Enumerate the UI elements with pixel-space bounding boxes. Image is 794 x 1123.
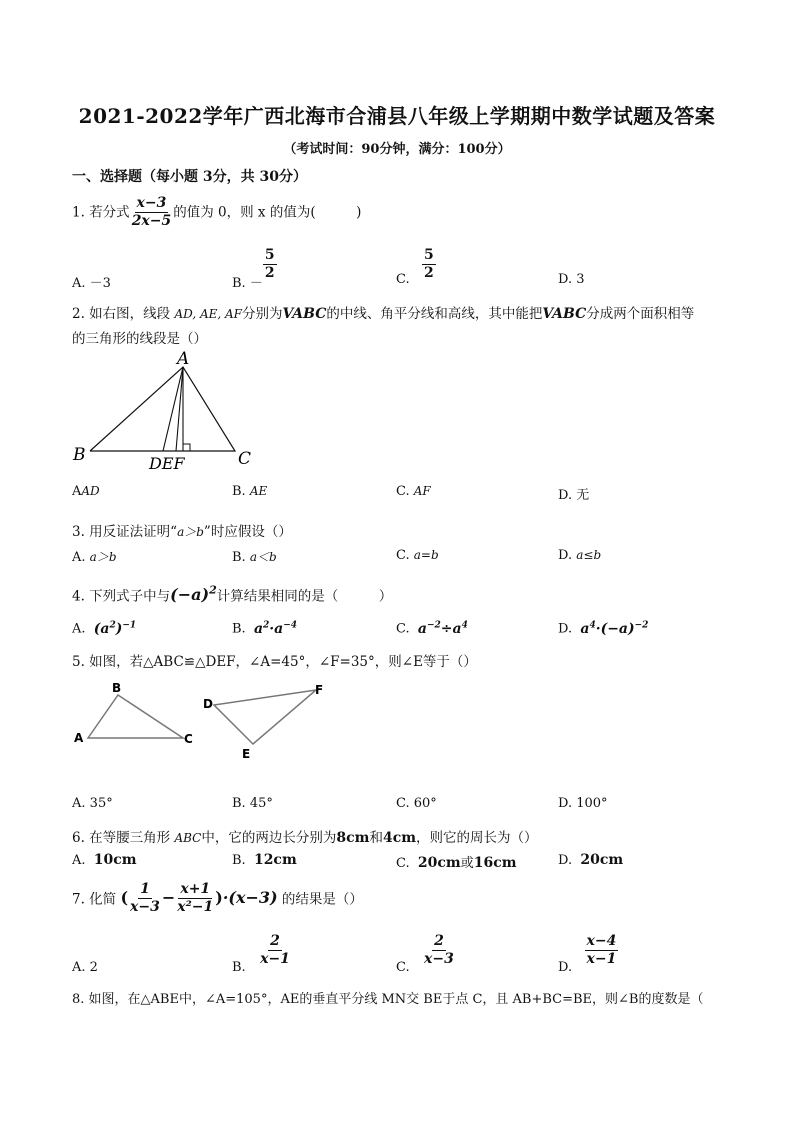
label-e: E <box>242 747 251 761</box>
label-c: C <box>184 732 193 746</box>
q5-triangles-figure <box>70 678 340 768</box>
q3-option-a: A. a＞b <box>72 550 117 565</box>
label-c: C <box>238 449 252 469</box>
q6-option-a: A. 10cm <box>72 852 137 868</box>
question-4: 4. 下列式子中与$(-a)^2$计算结果相同的是（ ） <box>72 584 393 605</box>
q7-option-b: B. $\frac{2}{x-1}$ <box>232 933 290 975</box>
section-heading: 一、选择题（每小题 3分，共 30分） <box>72 169 307 185</box>
question-8: 8. 如图，在△ABE中，∠A=105°，AE的垂直平分线 MN交 BE于点 C，且 AB+BC=BE，则∠B的度数是（ <box>72 992 704 1007</box>
q6-option-b: B. 12cm <box>232 852 297 868</box>
q7-option-c: C. $\frac{2}{x-3}$ <box>396 933 454 975</box>
q4-expression: $(-a)^2$ <box>170 584 217 605</box>
triangle-abc <box>88 695 183 738</box>
triangle-abc <box>90 367 235 451</box>
question-2-line2: 的三角形的线段是（） <box>72 331 207 347</box>
q7-option-d: D. $\frac{x-4}{x-1}$ <box>558 933 617 975</box>
q2-option-b: B. AE <box>232 484 268 499</box>
q1-option-a: A. －3 <box>72 276 111 291</box>
q2-option-c: C. AF <box>396 484 431 499</box>
q1-option-c: C. $\frac{5}{2}$ <box>396 247 434 287</box>
q2-triangle-figure <box>70 350 260 475</box>
q1-option-d: D. 3 <box>558 272 585 287</box>
q4-option-a: A. $(a^2)^{-1}$ <box>72 620 137 637</box>
label-b: B <box>73 445 86 465</box>
question-7: 7. 化简 ( $\frac{1}{x-3}$ − $\frac{x+1}{\text{x²−1}}$ )·(x−3) 的结果是（） <box>72 881 363 916</box>
exam-info: （考试时间：90分钟，满分：100分） <box>283 142 511 157</box>
question-3: 3. 用反证法证明“a＞b”时应假设（） <box>72 524 292 540</box>
triangle-def <box>214 690 316 744</box>
q3-option-c: C. a=b <box>396 548 439 563</box>
q5-option-d: D. 100° <box>558 796 608 811</box>
q5-option-c: C. 60° <box>396 796 437 811</box>
page-title: 2021-2022学年广西北海市合浦县八年级上学期期中数学试题及答案 <box>78 104 716 128</box>
label-def: DEF <box>149 454 185 473</box>
right-angle-mark <box>183 444 190 451</box>
question-5: 5. 如图，若△ABC≌△DEF，∠A=45°，∠F=35°，则∠E等于（） <box>72 654 477 670</box>
q1-fraction: $\frac{x-3}{2x-5}$ <box>131 195 172 230</box>
q7-expression: ( $\frac{1}{x-3}$ − $\frac{x+1}{\text{x²−1}}$ )·(x−3) <box>120 881 278 916</box>
q5-option-a: A. 35° <box>72 796 113 811</box>
q6-option-c: C. 20cm或16cm <box>396 855 517 871</box>
q4-option-b: B. $a^2\cdot a^{-4}$ <box>232 620 298 637</box>
q2-option-d: D. 无 <box>558 488 590 503</box>
label-a: A <box>177 350 190 369</box>
question-1: 1. 若分式 $\frac{x-3}{2x-5}$ 的值为 0，则 x 的值为( ) <box>72 195 362 230</box>
q1-option-b: B. － $\frac{5}{2}$ <box>232 247 275 291</box>
q4-option-d: D. $a^4\cdot(-a)^{-2}$ <box>558 620 649 637</box>
label-a: A <box>74 731 84 745</box>
q6-option-d: D. 20cm <box>558 852 624 868</box>
q3-option-b: B. a＜b <box>232 550 277 565</box>
q3-option-d: D. a≤b <box>558 548 602 563</box>
question-2-line1: 2. 如右图，线段 AD, AE, AF分别为VABC的中线、角平分线和高线，其中能把VABC分成两个面积相等 <box>72 306 695 322</box>
label-b: B <box>112 681 122 695</box>
label-f: F <box>315 683 324 697</box>
q7-option-a: A. 2 <box>72 960 98 975</box>
q2-option-a: AAD <box>72 484 100 499</box>
q5-option-b: B. 45° <box>232 796 273 811</box>
label-d: D <box>203 697 213 711</box>
question-6: 6. 在等腰三角形 ABC中，它的两边长分别为8cm和4cm，则它的周长为（） <box>72 830 538 846</box>
q4-option-c: C. $a^{-2}\div a^4$ <box>396 620 468 637</box>
